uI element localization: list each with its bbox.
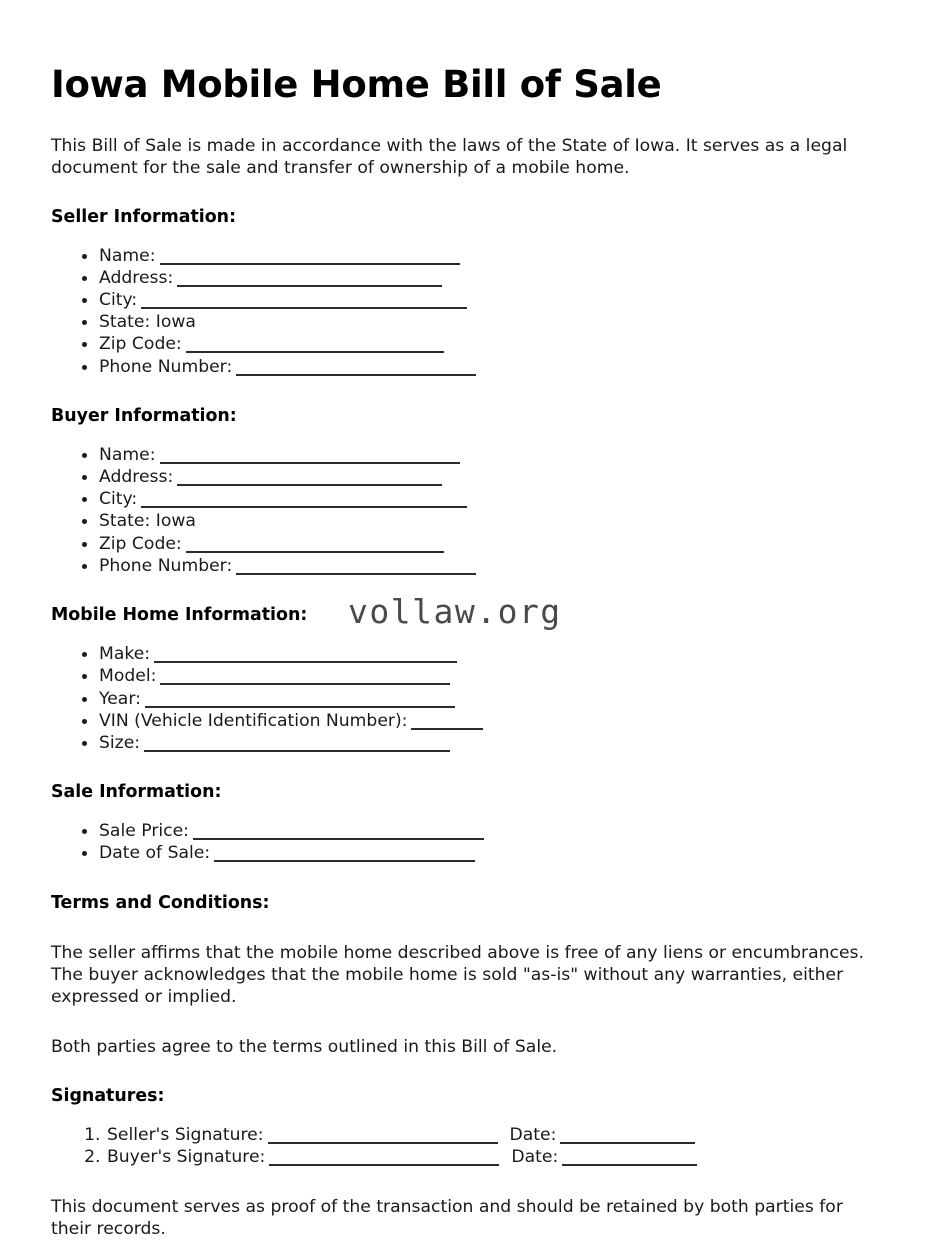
field-value: Iowa	[150, 511, 196, 532]
date-label: Date:	[511, 1146, 559, 1167]
field-row	[98, 643, 892, 665]
terms-and-conditions-heading: Terms and Conditions:	[51, 892, 270, 913]
signature-row	[106, 1124, 892, 1146]
buyer-field-list	[51, 444, 892, 577]
field-label: Model:	[99, 666, 157, 687]
buyer-information-heading: Buyer Information:	[51, 405, 237, 426]
signature-label: Seller's Signature:	[107, 1124, 264, 1145]
terms-paragraph-2: Both parties agree to the terms outlined in this Bill of Sale.	[51, 1036, 558, 1057]
field-label: Phone Number:	[99, 356, 233, 377]
page-title: Iowa Mobile Home Bill of Sale	[51, 63, 662, 106]
intro-paragraph: This Bill of Sale is made in accordance with the laws of the State of Iowa. It serves as a legal document for the sale and transfer of ownership of a mobile home.	[51, 135, 848, 178]
field-label: Zip Code:	[99, 334, 182, 355]
fill-in-blank[interactable]	[141, 491, 467, 508]
field-label: Make:	[99, 644, 151, 665]
field-label: Address:	[99, 467, 174, 488]
footer-paragraph: This document serves as proof of the transaction and should be retained by both parties for their records.	[51, 1196, 843, 1239]
fill-in-blank[interactable]	[154, 646, 457, 663]
signature-label: Buyer's Signature:	[107, 1146, 266, 1167]
fill-in-blank[interactable]	[236, 558, 476, 575]
mobile-home-field-list	[51, 643, 892, 754]
fill-in-blank[interactable]	[411, 713, 483, 730]
field-row	[98, 842, 892, 864]
mobile-home-information-heading: Mobile Home Information:	[51, 605, 308, 626]
fill-in-blank[interactable]	[144, 735, 450, 752]
field-label: VIN (Vehicle Identification Number):	[99, 710, 408, 731]
field-row	[98, 289, 892, 311]
field-row	[98, 710, 892, 732]
field-row	[98, 510, 892, 532]
field-row	[98, 333, 892, 355]
fill-in-blank[interactable]	[186, 336, 444, 353]
seller-field-list	[51, 245, 892, 378]
seller-information-heading: Seller Information:	[51, 206, 237, 227]
field-row	[98, 311, 892, 333]
field-row	[98, 466, 892, 488]
field-label: City:	[99, 489, 138, 510]
field-row	[98, 488, 892, 510]
field-row	[98, 533, 892, 555]
date-blank[interactable]	[562, 1149, 697, 1166]
field-label: Address:	[99, 267, 174, 288]
field-value: Iowa	[150, 312, 196, 333]
signatures-heading: Signatures:	[51, 1085, 165, 1106]
fill-in-blank[interactable]	[236, 359, 476, 376]
fill-in-blank[interactable]	[186, 536, 444, 553]
field-label: City:	[99, 290, 138, 311]
site-watermark: vollaw.org	[348, 592, 562, 631]
signature-blank[interactable]	[269, 1149, 499, 1166]
fill-in-blank[interactable]	[177, 469, 442, 486]
field-label: Year:	[99, 688, 141, 709]
fill-in-blank[interactable]	[214, 845, 475, 862]
fill-in-blank[interactable]	[141, 292, 467, 309]
field-row	[98, 267, 892, 289]
field-label: Date of Sale:	[99, 843, 211, 864]
field-label: Name:	[99, 245, 156, 266]
fill-in-blank[interactable]	[177, 270, 442, 287]
field-row	[98, 665, 892, 687]
field-label: Size:	[99, 732, 141, 753]
field-label: Name:	[99, 444, 156, 465]
sale-information-heading: Sale Information:	[51, 782, 222, 803]
field-row	[98, 820, 892, 842]
signature-row	[106, 1146, 892, 1168]
field-row	[98, 688, 892, 710]
date-blank[interactable]	[560, 1127, 695, 1144]
fill-in-blank[interactable]	[193, 823, 484, 840]
field-row	[98, 444, 892, 466]
field-row	[98, 245, 892, 267]
signature-blank[interactable]	[268, 1127, 498, 1144]
field-row	[98, 732, 892, 754]
field-row	[98, 555, 892, 577]
terms-paragraph-1: The seller affirms that the mobile home described above is free of any liens or encumbrances. The buyer acknowledges that the mobile home is sold "as-is" without any warranties, either expressed or implied.	[51, 942, 864, 1007]
fill-in-blank[interactable]	[160, 668, 450, 685]
fill-in-blank[interactable]	[160, 248, 460, 265]
fill-in-blank[interactable]	[160, 447, 460, 464]
date-label: Date:	[509, 1124, 557, 1145]
field-label: Zip Code:	[99, 533, 182, 554]
signature-list	[51, 1124, 892, 1168]
field-label: State:	[99, 511, 151, 532]
field-label: Sale Price:	[99, 821, 189, 842]
sale-field-list	[51, 820, 892, 864]
field-label: Phone Number:	[99, 555, 233, 576]
field-row	[98, 356, 892, 378]
field-label: State:	[99, 312, 151, 333]
fill-in-blank[interactable]	[145, 691, 455, 708]
